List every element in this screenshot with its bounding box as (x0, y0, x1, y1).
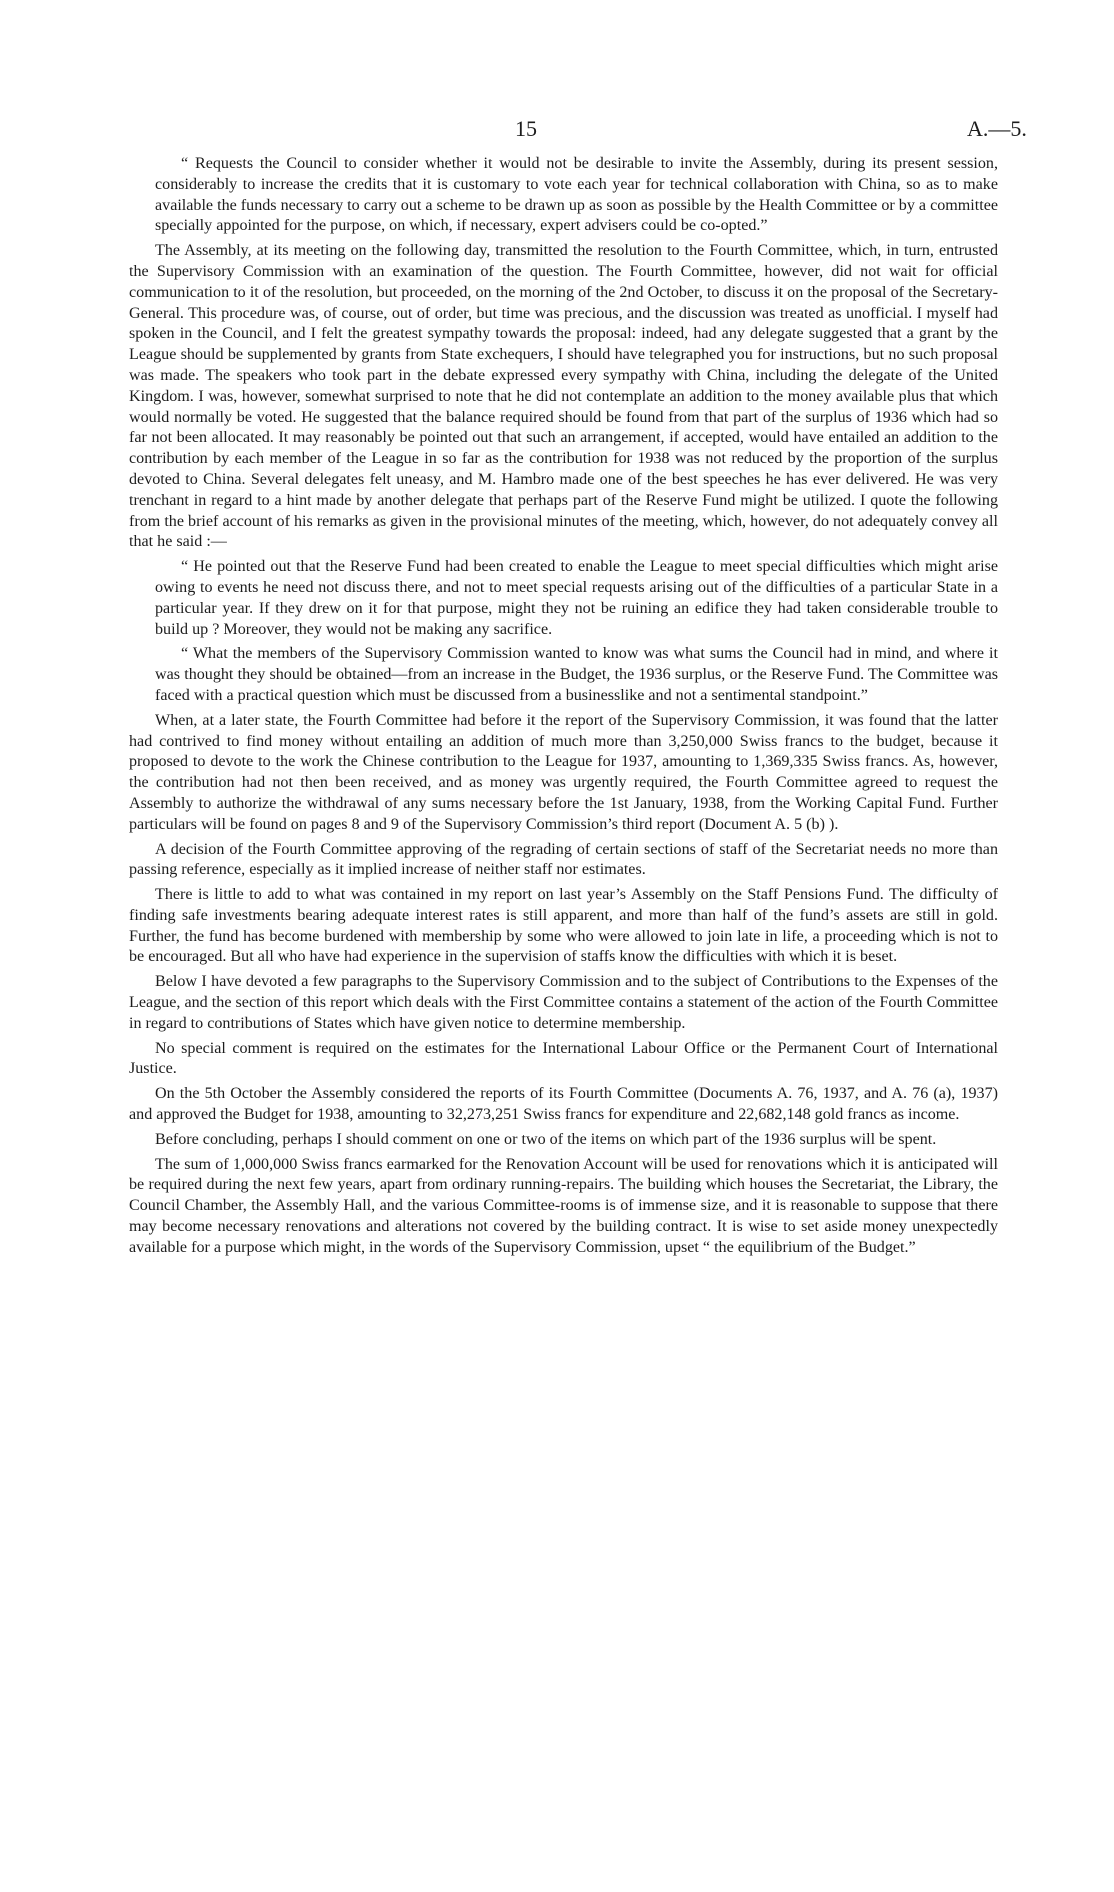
body-text (129, 154, 998, 1263)
quoted-remarks: “ What the members of the Supervisory Commission wanted to know was what sums the Council had in mind, and where it was thought they should be obtained—from an increase in the Budget, the 1936 surplus, or the Reserve Fund. The Committee was faced with a practical question which must be discussed from a businesslike and not a sentimental standpoint.” (155, 645, 998, 704)
quoted-remarks: “ He pointed out that the Reserve Fund had been created to enable the League to meet special difficulties which might arise owing to events he need not discuss there, and not to meet special requests arising out of the difficulties of a particular State in a particular year. If they drew on it for that purpose, might they not be ruining an edifice they had taken considerable trouble to build up ? Moreover, they would not be making any sacrifice. (155, 558, 998, 638)
paragraph: The sum of 1,000,000 Swiss francs earmarked for the Renovation Account will be used for renovations which it is anticipated will be required during the next few years, apart from ordinary running-repairs. The building which houses the Secretariat, the Library, the Council Chamber, the Assembly Hall, and the various Committee-rooms is of immense size, and it is reasonable to suppose that there may become necessary renovations and alterations not covered by the building contract. It is wise to set aside money unexpectedly available for a purpose which might, in the words of the Supervisory Commission, upset “ the equilibrium of the Budget.” (129, 1155, 998, 1256)
page-number: 15 (515, 116, 537, 141)
paragraph: There is little to add to what was contained in my report on last year’s Assembly on the Staff Pensions Fund. The difficulty of finding safe investments bearing adequate interest rates is still apparent, and more than half of the fund’s assets are still in gold. Further, the fund has become burdened with membership by some who were allowed to join late in life, a proceeding which is not to be encouraged. But all who have had experience in the supervision of staffs know the difficulties with which it is beset. (129, 886, 998, 966)
paragraph: A decision of the Fourth Committee approving of the regrading of certain sections of staff of the Secretariat needs no more than passing reference, especially as it implied increase of neither staff nor estimates. (129, 840, 998, 879)
paragraph: The Assembly, at its meeting on the following day, transmitted the resolution to the Fourth Committee, which, in turn, entrusted the Supervisory Commission with an examination of the question. The Fourth Committee, however, did not wait for official communication to it of the resolution, but proceeded, on the morning of the 2nd October, to discuss it on the proposal of the Secretary-General. This procedure was, of course, out of order, but time was precious, and the discussion was treated as unofficial. I myself had spoken in the Council, and I felt the greatest sympathy towards the proposal: indeed, had any delegate suggested that a grant by the League should be supplemented by grants from State exchequers, I should have telegraphed you for instructions, but no such proposal was made. The speakers who took part in the debate expressed every sympathy with China, including the delegate of the United Kingdom. I was, however, somewhat surprised to note that he did not contemplate an addition to the money available plus that which would normally be voted. He suggested that the balance required should be found from that part of the surplus of 1936 which had so far not been allocated. It may reasonably be pointed out that such an arrangement, if accepted, would have entailed an addition to the contribution by each member of the League in so far as the contribution for 1938 was not reduced by the proportion of the surplus devoted to China. Several delegates felt uneasy, and M. Hambro made one of the best speeches he has ever delivered. He was very trenchant in regard to a hint made by another delegate that perhaps part of the Reserve Fund might be utilized. I quote the following from the brief account of his remarks as given in the provisional minutes of the meeting, which, however, do not adequately convey all that he said :— (129, 242, 998, 551)
paragraph: No special comment is required on the estimates for the International Labour Office or the Permanent Court of International Justice. (129, 1039, 998, 1078)
page-header (0, 116, 1114, 146)
paragraph: Before concluding, perhaps I should comment on one or two of the items on which part of the 1936 surplus will be spent. (155, 1130, 937, 1148)
paragraph: Below I have devoted a few paragraphs to the Supervisory Commission and to the subject of Contributions to the Expenses of the League, and the section of this report which deals with the First Committee contains a statement of the action of the Fourth Committee in regard to contributions of States which have given notice to determine membership. (129, 973, 998, 1032)
paragraph: When, at a later state, the Fourth Committee had before it the report of the Supervisory Commission, it was found that the latter had contrived to find money without entailing an addition of much more than 3,250,000 Swiss francs to the budget, because it proposed to devote to the work the Chinese contribution to the League for 1937, amounting to 1,369,335 Swiss francs. As, however, the contribution had not then been received, and as money was urgently required, the Fourth Committee agreed to request the Assembly to authorize the withdrawal of any sums necessary before the 1st January, 1938, from the Working Capital Fund. Further particulars will be found on pages 8 and 9 of the Supervisory Commission’s third report (Document A. 5 (b) ). (129, 711, 998, 833)
paragraph: On the 5th October the Assembly considered the reports of its Fourth Committee (Documents A. 76, 1937, and A. 76 (a), 1937) and approved the Budget for 1938, amounting to 32,273,251 Swiss francs for expenditure and 22,682,148 gold francs as income. (129, 1085, 998, 1124)
document-reference: A.—5. (967, 116, 1027, 141)
quoted-resolution: “ Requests the Council to consider whether it would not be desirable to invite the Assembly, during its present session, considerably to increase the credits that it is customary to vote each year for technical collaboration with China, so as to make available the funds necessary to carry out a scheme to be drawn up as soon as possible by the Health Committee or by a committee specially appointed for the purpose, on which, if necessary, expert advisers could be co-opted.” (155, 155, 998, 235)
